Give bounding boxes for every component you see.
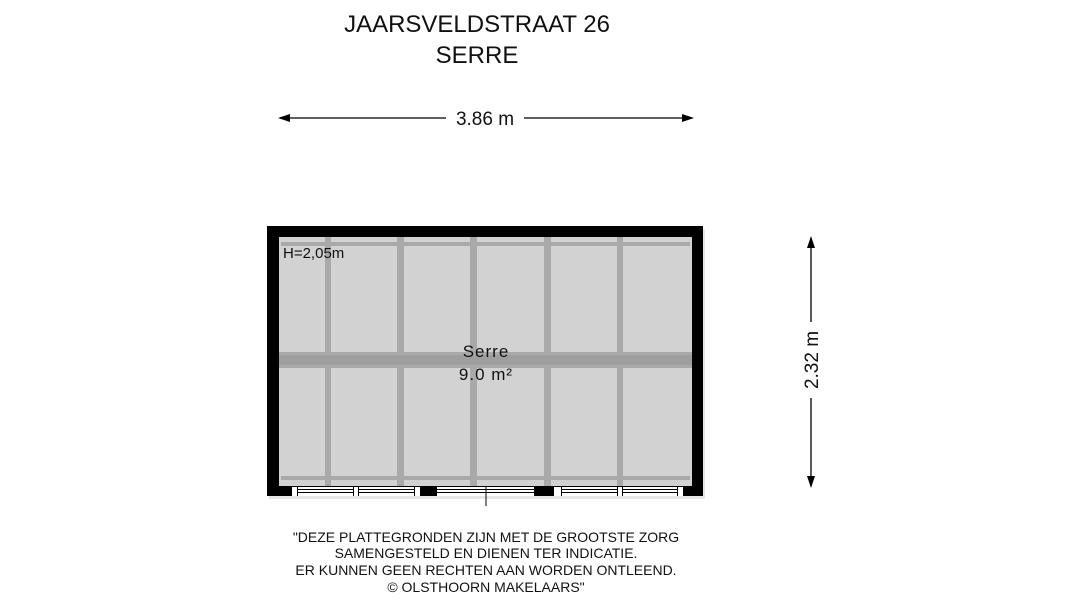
door <box>437 486 534 506</box>
arrow-right-icon <box>682 114 694 122</box>
title-floor: SERRE <box>435 42 519 69</box>
room-serre <box>267 226 705 506</box>
depth-dimension <box>802 236 823 488</box>
disclaimer <box>293 529 679 595</box>
room-area: 9.0 m² <box>458 365 514 384</box>
disclaimer-line: © OLSTHOORN MAKELAARS" <box>387 579 585 595</box>
width-dimension <box>278 109 694 130</box>
arrow-left-icon <box>278 114 290 122</box>
window <box>292 487 420 496</box>
title-address: JAARSVELDSTRAAT 26 <box>344 11 610 38</box>
disclaimer-line: SAMENGESTELD EN DIENEN TER INDICATIE. <box>334 545 638 561</box>
disclaimer-line: "DEZE PLATTEGRONDEN ZIJN MET DE GROOTSTE ZORG <box>292 529 680 545</box>
room-height: H=2,05m <box>283 245 345 262</box>
depth-label: 2.32 m <box>802 330 823 390</box>
arrow-down-icon <box>807 476 815 488</box>
arrow-up-icon <box>807 236 815 248</box>
room-name: Serre <box>462 342 510 361</box>
disclaimer-line: ER KUNNEN GEEN RECHTEN AAN WORDEN ONTLEEND. <box>295 562 677 578</box>
width-label: 3.86 m <box>455 109 515 130</box>
window <box>554 487 683 496</box>
